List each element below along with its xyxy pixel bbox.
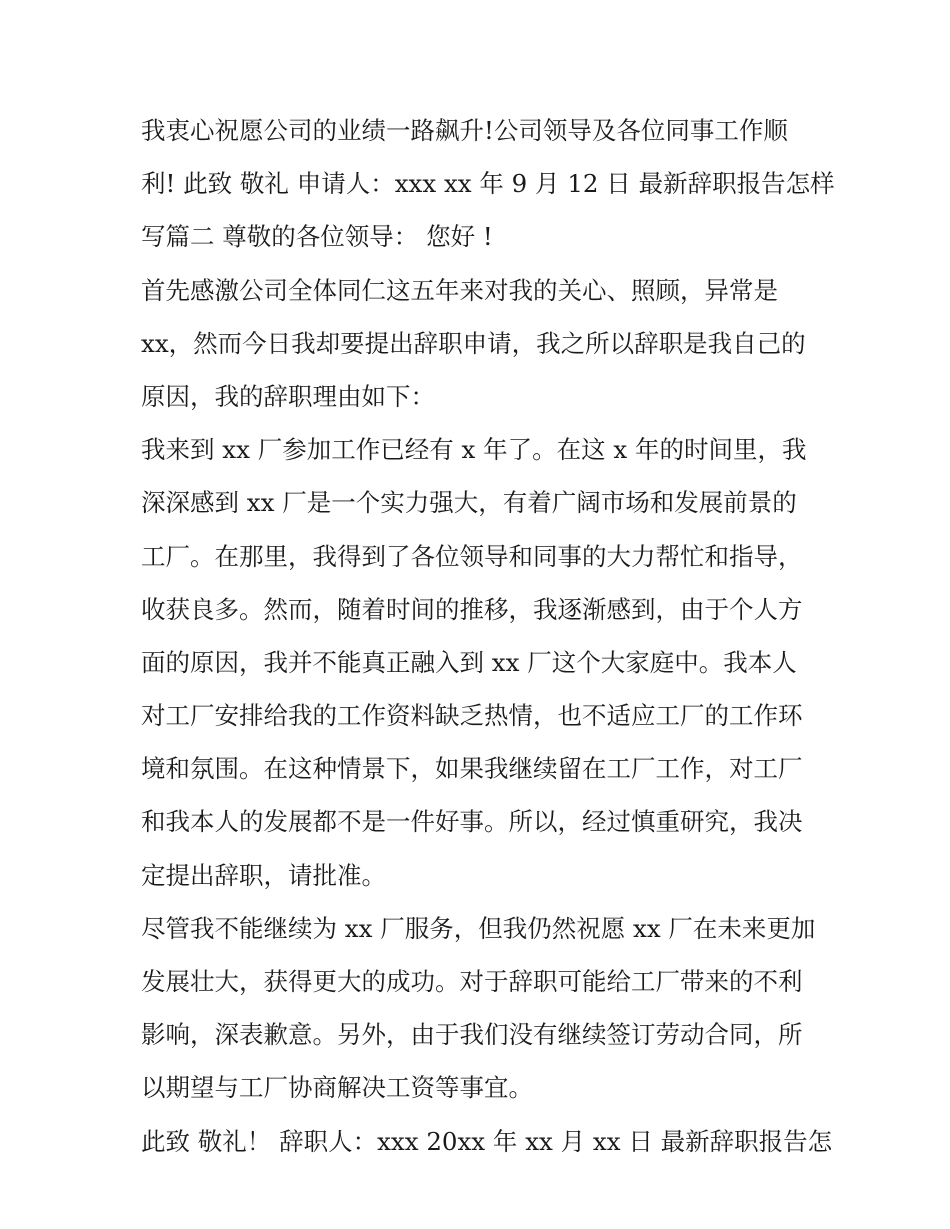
text-line: 利! 此致 敬礼 申请人：xxx xx 年 9 月 12 日 最新辞职报告怎样 bbox=[141, 169, 835, 199]
text-line: 首先感激公司全体同仁这五年来对我的关心、照顾，异常是 bbox=[141, 275, 778, 305]
text-line: 和我本人的发展都不是一件好事。所以，经过慎重研究，我决 bbox=[141, 807, 803, 837]
text-line: 定提出辞职，请批准。 bbox=[141, 860, 386, 890]
text-line: 收获良多。然而，随着时间的推移，我逐渐感到，由于个人方 bbox=[141, 594, 803, 624]
text-line: 写篇二 尊敬的各位领导： 您好 ! bbox=[141, 222, 493, 252]
text-line: 原因，我的辞职理由如下： bbox=[141, 381, 435, 411]
text-line: 影响，深表歉意。另外，由于我们没有继续签订劳动合同，所 bbox=[141, 1020, 803, 1050]
text-line: 此致 敬礼！ 辞职人：xxx 20xx 年 xx 月 xx 日 最新辞职报告怎 bbox=[141, 1126, 833, 1156]
text-line: xx，然而今日我却要提出辞职申请，我之所以辞职是我自己的 bbox=[141, 328, 806, 358]
text-line: 我衷心祝愿公司的业绩一路飙升!公司领导及各位同事工作顺 bbox=[141, 116, 788, 145]
document-body bbox=[141, 104, 835, 1168]
text-line: 我来到 xx 厂参加工作已经有 x 年了。在这 x 年的时间里，我 bbox=[141, 435, 807, 465]
text-line: 发展壮大，获得更大的成功。对于辞职可能给工厂带来的不利 bbox=[141, 967, 803, 996]
text-line: 尽管我不能继续为 xx 厂服务，但我仍然祝愿 xx 厂在未来更加 bbox=[141, 913, 816, 943]
text-line: 以期望与工厂协商解决工资等事宜。 bbox=[141, 1073, 533, 1103]
text-line: 工厂。在那里，我得到了各位领导和同事的大力帮忙和指导， bbox=[141, 541, 803, 571]
text-line: 深深感到 xx 厂是一个实力强大，有着广阔市场和发展前景的 bbox=[141, 488, 797, 518]
text-line: 面的原因，我并不能真正融入到 xx 厂这个大家庭中。我本人 bbox=[141, 647, 797, 677]
text-line: 境和氛围。在这种情景下，如果我继续留在工厂工作，对工厂 bbox=[141, 754, 803, 784]
text-line: 对工厂安排给我的工作资料缺乏热情，也不适应工厂的工作环 bbox=[141, 701, 803, 731]
